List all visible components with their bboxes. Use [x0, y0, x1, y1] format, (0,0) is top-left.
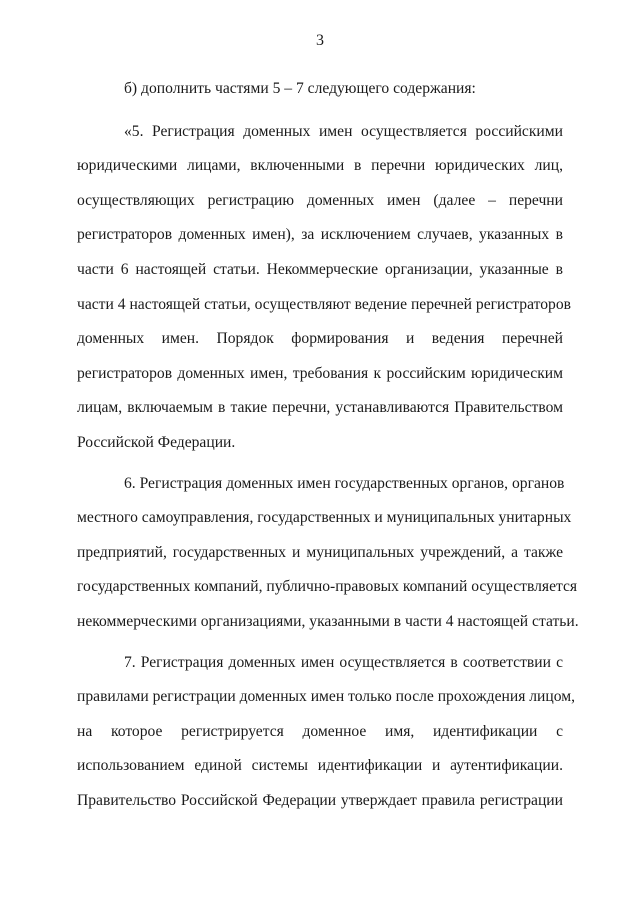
text-line: государственных компаний, публично-правовых компаний осуществляется — [77, 578, 578, 596]
text-line: Российской Федерации. — [77, 433, 236, 451]
paragraph-part-5 — [77, 115, 571, 461]
text-line: предприятий, государственных и муниципальных учреждений, а также — [77, 543, 563, 561]
paragraph-part-7 — [77, 646, 576, 819]
document-body — [77, 72, 579, 818]
text-line: некоммерческими организациями, указанными в части 4 настоящей статьи. — [77, 612, 579, 630]
text-line: части 4 настоящей статьи, осуществляют ведение перечней регистраторов — [77, 295, 571, 313]
page-number: 3 — [316, 32, 324, 49]
paragraph-part-6 — [77, 467, 579, 640]
text-line: Правительство Российской Федерации утверждает правила регистрации — [77, 791, 563, 809]
text-line: доменных имен. Порядок формирования и ведения перечней — [77, 330, 563, 348]
text-line: юридическими лицами, включенными в перечни юридических лиц, — [77, 157, 563, 175]
text-line: «5. Регистрация доменных имен осуществляется российскими — [124, 122, 563, 140]
text-line: осуществляющих регистрацию доменных имен (далее – перечни — [77, 191, 563, 209]
text-line: б) дополнить частями 5 – 7 следующего содержания: — [124, 80, 476, 97]
text-line: 6. Регистрация доменных имен государственных органов, органов — [124, 474, 565, 492]
text-line: лицам, включаемым в такие перечни, устанавливаются Правительством — [77, 399, 563, 417]
text-line: местного самоуправления, государственных и муниципальных унитарных — [77, 509, 572, 527]
text-line: правилами регистрации доменных имен только после прохождения лицом, — [77, 688, 576, 706]
text-line: использованием единой системы идентификации и аутентификации. — [77, 757, 563, 775]
text-line: части 6 настоящей статьи. Некоммерческие организации, указанные в — [77, 260, 563, 278]
text-line: регистраторов доменных имен), за исключением случаев, указанных в — [77, 226, 563, 244]
text-line: на которое регистрируется доменное имя, идентификации с — [77, 722, 563, 740]
text-line: 7. Регистрация доменных имен осуществляется в соответствии с — [124, 653, 563, 671]
paragraph-b — [77, 72, 563, 107]
text-line: регистраторов доменных имен, требования к российским юридическим — [77, 364, 563, 382]
